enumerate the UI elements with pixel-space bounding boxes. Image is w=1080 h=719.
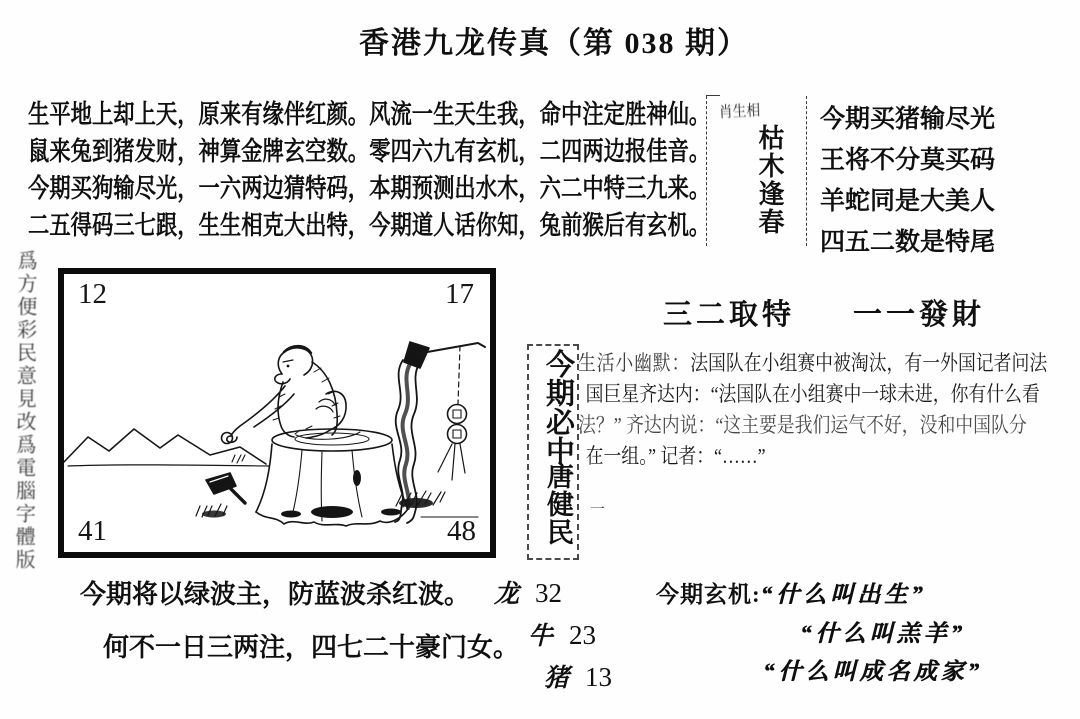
frame-number-top-left: 12 <box>78 278 107 310</box>
axe <box>206 473 245 503</box>
verse-line-1: 生平地上却上天，原来有缘伴红颜。风流一生天生我，命中注定胜神仙。 <box>28 100 711 129</box>
frame-number-top-right: 17 <box>445 278 474 310</box>
monkey-stump-illustration <box>64 274 490 552</box>
hanging-coins <box>416 343 485 480</box>
wave-line-1: 今期将以绿波主，防蓝波杀红波。 <box>80 580 471 609</box>
stray-dash-mark: 一 <box>590 502 606 518</box>
animal-ox-number: 23 <box>569 620 597 650</box>
joke-label: 生活小幽默： <box>578 351 691 375</box>
mystery-phrase-3: “什么叫成名成家” <box>763 659 983 684</box>
joke-block <box>578 348 1080 472</box>
animal-number-row <box>494 574 562 610</box>
right-tips <box>820 99 995 263</box>
animal-pig-number: 13 <box>585 662 613 692</box>
right-tip-1: 今期买猪输尽光 <box>820 106 996 133</box>
mystery-phrase-2: “什么叫羔羊” <box>800 621 966 646</box>
zodiac-note: 肖生相 <box>718 102 761 122</box>
wave-line-2: 何不一日三两注，四七二十豪门女。 <box>103 633 520 662</box>
animal-dragon-number: 32 <box>535 578 563 608</box>
zodiac-column <box>706 96 807 246</box>
animal-pig: 猪 <box>544 665 570 692</box>
animal-number-row <box>528 616 596 652</box>
slogan-take-special: 三二取特 <box>663 299 796 331</box>
animal-dragon: 龙 <box>494 581 520 608</box>
mountains-outline <box>64 429 266 464</box>
verse-line-4: 二五得码三七跟，生生相克大出特，今期道人话你知，兔前猴后有玄机。 <box>28 211 711 240</box>
verse-line-2: 鼠来兔到猪发财，神算金牌玄空数。零四六九有玄机，二四两边报佳音。 <box>28 137 711 166</box>
right-tip-3: 羊蛇同是大美人 <box>820 188 996 215</box>
animal-number-row <box>544 658 612 694</box>
wave-prediction <box>80 574 519 664</box>
animal-ox: 牛 <box>528 623 554 650</box>
mystery-phrase-1: “什么叫出生” <box>760 582 927 607</box>
joke-line-2: 国巨星齐达内：“法国队在小组赛中一球未进，你有什么看 <box>585 382 1040 406</box>
must-win-box <box>527 344 579 560</box>
frame-number-bottom-left: 41 <box>78 515 107 547</box>
right-tip-2: 王将不分莫买码 <box>820 147 996 174</box>
joke-line-1 <box>578 348 1048 379</box>
picture-frame <box>58 268 496 558</box>
page-title: 香港九龙传真（第 038 期） <box>359 27 749 60</box>
joke-text-1: 法国队在小组赛中被淘汰，有一外国记者问法 <box>690 351 1048 375</box>
mystery-line-1 <box>656 576 927 609</box>
zodiac-motto: 枯木逢春 <box>755 124 784 236</box>
joke-line-3: 法？” 齐达内说：“这主要是我们运气不好，没和中国队分 <box>578 413 1027 437</box>
left-margin-note: 爲方便彩民意見改爲電腦字體版 <box>12 249 37 573</box>
frame-number-bottom-right: 48 <box>447 515 476 547</box>
must-win-author: 唐健民 <box>543 462 573 546</box>
snake <box>395 342 429 523</box>
verse-line-3: 今期买狗输尽光，一六两边猜特码，本期预测出水木，六二中特三九来。 <box>28 174 711 203</box>
right-tip-4: 四五二数是特尾 <box>820 229 996 256</box>
must-win-title: 今期必中 <box>542 349 574 465</box>
mystery-label: 今期玄机: <box>656 582 761 607</box>
slogan-get-rich: 一一發財 <box>853 299 986 331</box>
joke-line-4: 在一组。” 记者：“……” <box>585 444 766 468</box>
